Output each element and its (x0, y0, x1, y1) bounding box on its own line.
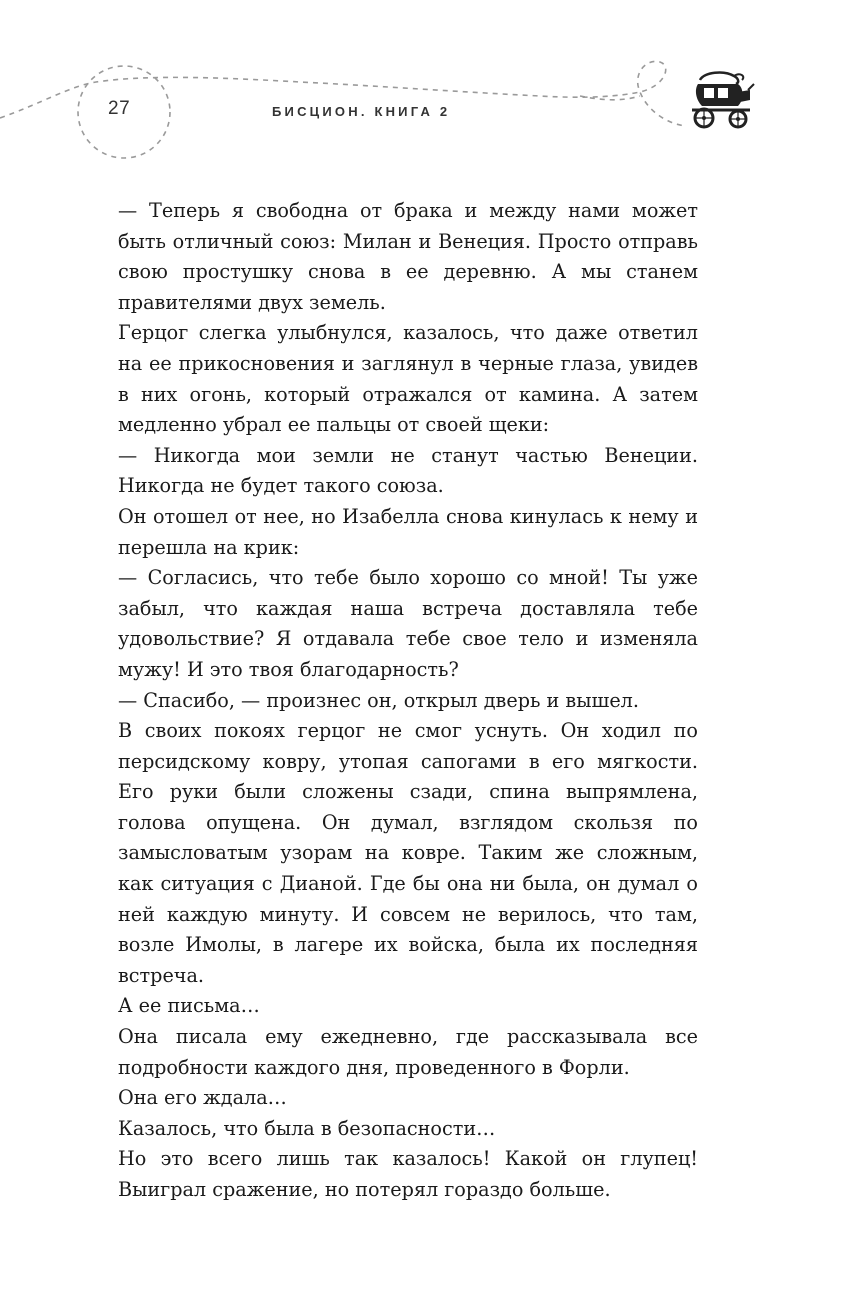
page-number: 27 (108, 98, 131, 119)
paragraph: В своих покоях герцог не смог уснуть. Он ходил по персидскому ковру, утопая сапогами в его мягкости. Его руки были сложены сзади, спина выпрямлена, голова опущена. Он думал, взглядом скользя по замысловатым узорам на ковре. Таким же сложным, как ситуация с Дианой. Где бы она ни была, он думал о ней каждую минуту. И совсем не верилось, что там, возле Имолы, в лагере их войска, была их последняя встреча. (118, 719, 698, 987)
paragraph: — Никогда мои земли не станут частью Венеции. Никогда не будет такого союза. (118, 443, 698, 498)
running-title: БИСЦИОН. КНИГА 2 (272, 104, 451, 119)
body-text (118, 196, 698, 1206)
paragraph: Она его ждала… (118, 1086, 287, 1110)
paragraph: — Спасибо, — произнес он, открыл дверь и вышел. (118, 688, 639, 712)
paragraph: А ее письма… (118, 994, 260, 1018)
paragraph: Но это всего лишь так казалось! Какой он глупец! Выиграл сражение, но потерял гораздо больше. (118, 1147, 698, 1201)
paragraph: — Согласись, что тебе было хорошо со мной! Ты уже забыл, что каждая наша встреча доставляла тебе удовольствие? Я отдавала тебе свое тело и изменяла мужу! И это твоя благодарность? (118, 566, 698, 681)
paragraph: Казалось, что была в безопасности… (118, 1116, 496, 1140)
carriage-icon (684, 66, 756, 130)
paragraph: — Теперь я свободна от брака и между нами может быть отличный союз: Милан и Венеция. Просто отправь свою простушку снова в ее деревню. А мы станем правителями двух земель. (118, 199, 698, 314)
paragraph: Герцог слегка улыбнулся, казалось, что даже ответил на ее прикосновения и заглянул в черные глаза, увидев в них огонь, который отражался от камина. А затем медленно убрал ее пальцы от своей щеки: (118, 321, 698, 437)
paragraph: Он отошел от нее, но Изабелла снова кинулась к нему и перешла на крик: (118, 504, 698, 559)
paragraph: Она писала ему ежедневно, где рассказывала все подробности каждого дня, проведенного в Форли. (118, 1025, 698, 1079)
